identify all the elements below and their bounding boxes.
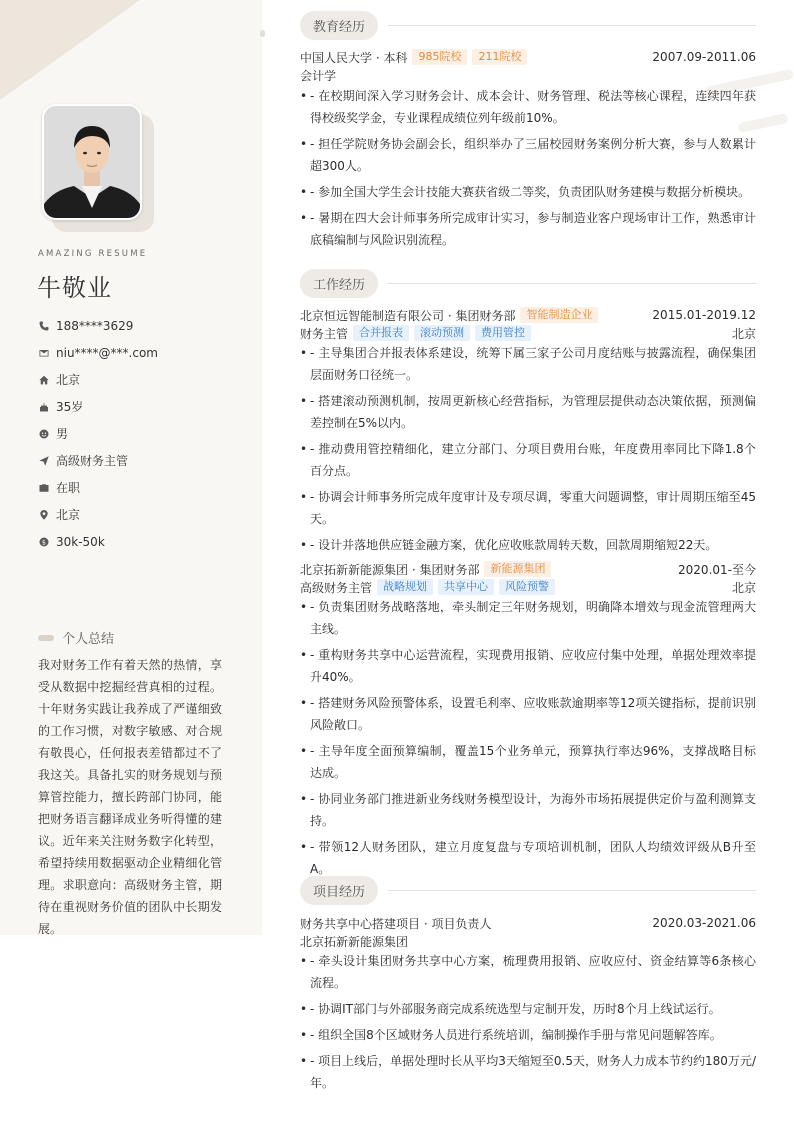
list-item: • - 协调会计师事务所完成年度审计及专项尽调，零重大问题调整，审计周期压缩至45天。: [300, 486, 756, 530]
job-role-row: [300, 578, 756, 596]
email-text: niu****@***.com: [56, 345, 158, 360]
city-text: 北京: [56, 373, 81, 387]
job-city: 北京: [731, 580, 756, 595]
list-item: • - 重构财务共享中心运营流程，实现费用报销、应收应付集中处理，单据处理效率提升40%。: [300, 644, 756, 688]
job-header-row: [300, 560, 756, 578]
phone-text: 188****3629: [56, 318, 134, 333]
job-city: 北京: [731, 326, 756, 341]
list-item: • - 牵头设计集团财务共享中心方案，梳理费用报销、应收应付、资金结算等6条核心流程。: [300, 950, 756, 994]
mail-icon: [38, 347, 50, 359]
work-section-header: [300, 269, 756, 298]
school-tag: 985院校: [412, 49, 467, 65]
skill-tag: 风险预警: [499, 579, 555, 595]
home-icon: [38, 374, 50, 386]
education-section-header: [300, 11, 756, 40]
list-item: • - 搭建滚动预测机制，按周更新核心经营指标，为管理层提供动态决策依据，预测偏差控制在5%以内。: [300, 390, 756, 434]
summary-text: 我对财务工作有着天然的热情，享受从数据中挖掘经营真相的过程。十年财务实践让我养成了严谨细致的工作习惯，对数字敏感、对合规有敬畏心，任何报表差错都过不了我这关。具备扎实的财务规划与预算管控能力，擅长跨部门协同，能把财务语言翻译成业务听得懂的建议。近年来关注财务数字化转型，希望持续用数据驱动企业精细化管理。求职意向：高级财务主管，期待在重视财务价值的团队中长期发展。: [38, 658, 222, 935]
list-item: • - 设计并落地供应链金融方案，优化应收账款周转天数，回款周期缩短22天。: [300, 534, 756, 556]
education-period: 2007.09-2011.06: [652, 50, 756, 64]
education-title: 教育经历: [300, 11, 378, 40]
skill-tag: 共享中心: [438, 579, 494, 595]
gender-text: 男: [56, 427, 69, 441]
project-bullets: [300, 950, 756, 1098]
project-name: 财务共享中心搭建项目 · 项目负责人: [300, 916, 492, 931]
info-salary: [38, 528, 158, 555]
job-role: 财务主管: [300, 326, 349, 341]
info-phone: [38, 312, 158, 339]
summary-heading: [38, 628, 114, 647]
salary-icon: [38, 536, 50, 548]
list-item: • - 项目上线后，单据处理时长从平均3天缩短至0.5天，财务人力成本节约约180万元/年。: [300, 1050, 756, 1094]
school-tag: 211院校: [472, 49, 527, 65]
project-section-header: [300, 876, 756, 905]
list-item: • - 协调IT部门与外部服务商完成系统选型与定制开发，历时8个月上线试运行。: [300, 998, 756, 1020]
phone-icon: [38, 320, 50, 332]
list-item: • - 在校期间深入学习财务会计、成本会计、财务管理、税法等核心课程，连续四年获得校级奖学金，专业课程成绩位列年级前10%。: [300, 85, 756, 129]
project-title: 项目经历: [300, 876, 378, 905]
education-major-row: [300, 66, 756, 84]
resume-tagline: AMAZING RESUME: [38, 249, 148, 259]
age-text: 35岁: [56, 400, 84, 414]
job-company: 北京拓新新能源集团 · 集团财务部: [300, 562, 480, 577]
sidebar-edge-decoration: [260, 30, 265, 37]
salary-text: 30k-50k: [56, 534, 105, 549]
list-item: • - 搭建财务风险预警体系，设置毛利率、应收账款逾期率等12项关键指标，提前识别风险敞口。: [300, 692, 756, 736]
list-item: • - 主导年度全面预算编制，覆盖15个业务单元，预算执行率达96%，支撑战略目标达成。: [300, 740, 756, 784]
education-header-row: [300, 48, 756, 66]
briefcase-icon: [38, 482, 50, 494]
contact-info-list: [38, 312, 158, 555]
job-bullets: [300, 342, 756, 560]
education-major: 会计学: [300, 68, 337, 83]
location-text: 北京: [56, 508, 81, 522]
gender-icon: [38, 428, 50, 440]
project-org-row: [300, 932, 756, 950]
summary-bar-decoration: [38, 635, 54, 641]
education-bullets: [300, 85, 756, 255]
skill-tag: 战略规划: [377, 579, 433, 595]
job-company: 北京恒远智能制造有限公司 · 集团财务部: [300, 308, 516, 323]
work-title: 工作经历: [300, 269, 378, 298]
list-item: • - 带领12人财务团队，建立月度复盘与专项培训机制，团队人均绩效评级从B升至A。: [300, 836, 756, 880]
project-header-row: [300, 914, 756, 932]
job-role-row: [300, 324, 756, 342]
candidate-name: 牛敬业: [37, 274, 112, 302]
avatar: [42, 104, 142, 220]
school-name: 中国人民大学 · 本科: [300, 50, 408, 65]
section-divider: [388, 890, 756, 891]
section-divider: [388, 25, 756, 26]
list-item: • - 负责集团财务战略落地，牵头制定三年财务规划，明确降本增效与现金流管理两大主线。: [300, 596, 756, 640]
list-item: • - 协同业务部门推进新业务线财务模型设计，为海外市场拓展提供定价与盈利测算支持。: [300, 788, 756, 832]
job-header-row: [300, 306, 756, 324]
job-role: 高级财务主管: [300, 580, 373, 595]
info-email: [38, 339, 158, 366]
info-gender: [38, 420, 158, 447]
job-period: 2020.01-至今: [678, 562, 756, 577]
job-period: 2015.01-2019.12: [652, 308, 756, 322]
skill-tag: 滚动预测: [414, 325, 470, 341]
position-text: 高级财务主管: [56, 454, 129, 468]
corner-decoration: [0, 0, 140, 100]
status-text: 在职: [56, 481, 81, 495]
cake-icon: [38, 401, 50, 413]
job-bullets: [300, 596, 756, 884]
project-period: 2020.03-2021.06: [652, 916, 756, 930]
info-status: [38, 474, 158, 501]
send-icon: [38, 455, 50, 467]
list-item: • - 主导集团合并报表体系建设，统筹下属三家子公司月度结账与披露流程，确保集团层面财务口径统一。: [300, 342, 756, 386]
section-divider: [388, 283, 756, 284]
list-item: • - 参加全国大学生会计技能大赛获省级二等奖，负责团队财务建模与数据分析模块。: [300, 181, 756, 203]
info-city: [38, 366, 158, 393]
info-location: [38, 501, 158, 528]
info-position: [38, 447, 158, 474]
list-item: • - 推动费用管控精细化，建立分部门、分项目费用台账，年度费用率同比下降1.8个百分点。: [300, 438, 756, 482]
svg-text:$: $: [41, 537, 47, 546]
info-age: [38, 393, 158, 420]
list-item: • - 组织全国8个区域财务人员进行系统培训，编制操作手册与常见问题解答库。: [300, 1024, 756, 1046]
skill-tag: 合并报表: [353, 325, 409, 341]
company-tag: 智能制造企业: [520, 307, 598, 323]
project-org: 北京拓新新能源集团: [300, 934, 409, 949]
list-item: • - 暑期在四大会计师事务所完成审计实习，参与制造业客户现场审计工作，熟悉审计底稿编制与风险识别流程。: [300, 207, 756, 251]
sidebar: [0, 0, 262, 935]
skill-tag: 费用管控: [475, 325, 531, 341]
list-item: • - 担任学院财务协会副会长，组织举办了三届校园财务案例分析大赛，参与人数累计超300人。: [300, 133, 756, 177]
location-pin-icon: [38, 509, 50, 521]
summary-title: 个人总结: [62, 632, 115, 647]
company-tag: 新能源集团: [484, 561, 551, 577]
